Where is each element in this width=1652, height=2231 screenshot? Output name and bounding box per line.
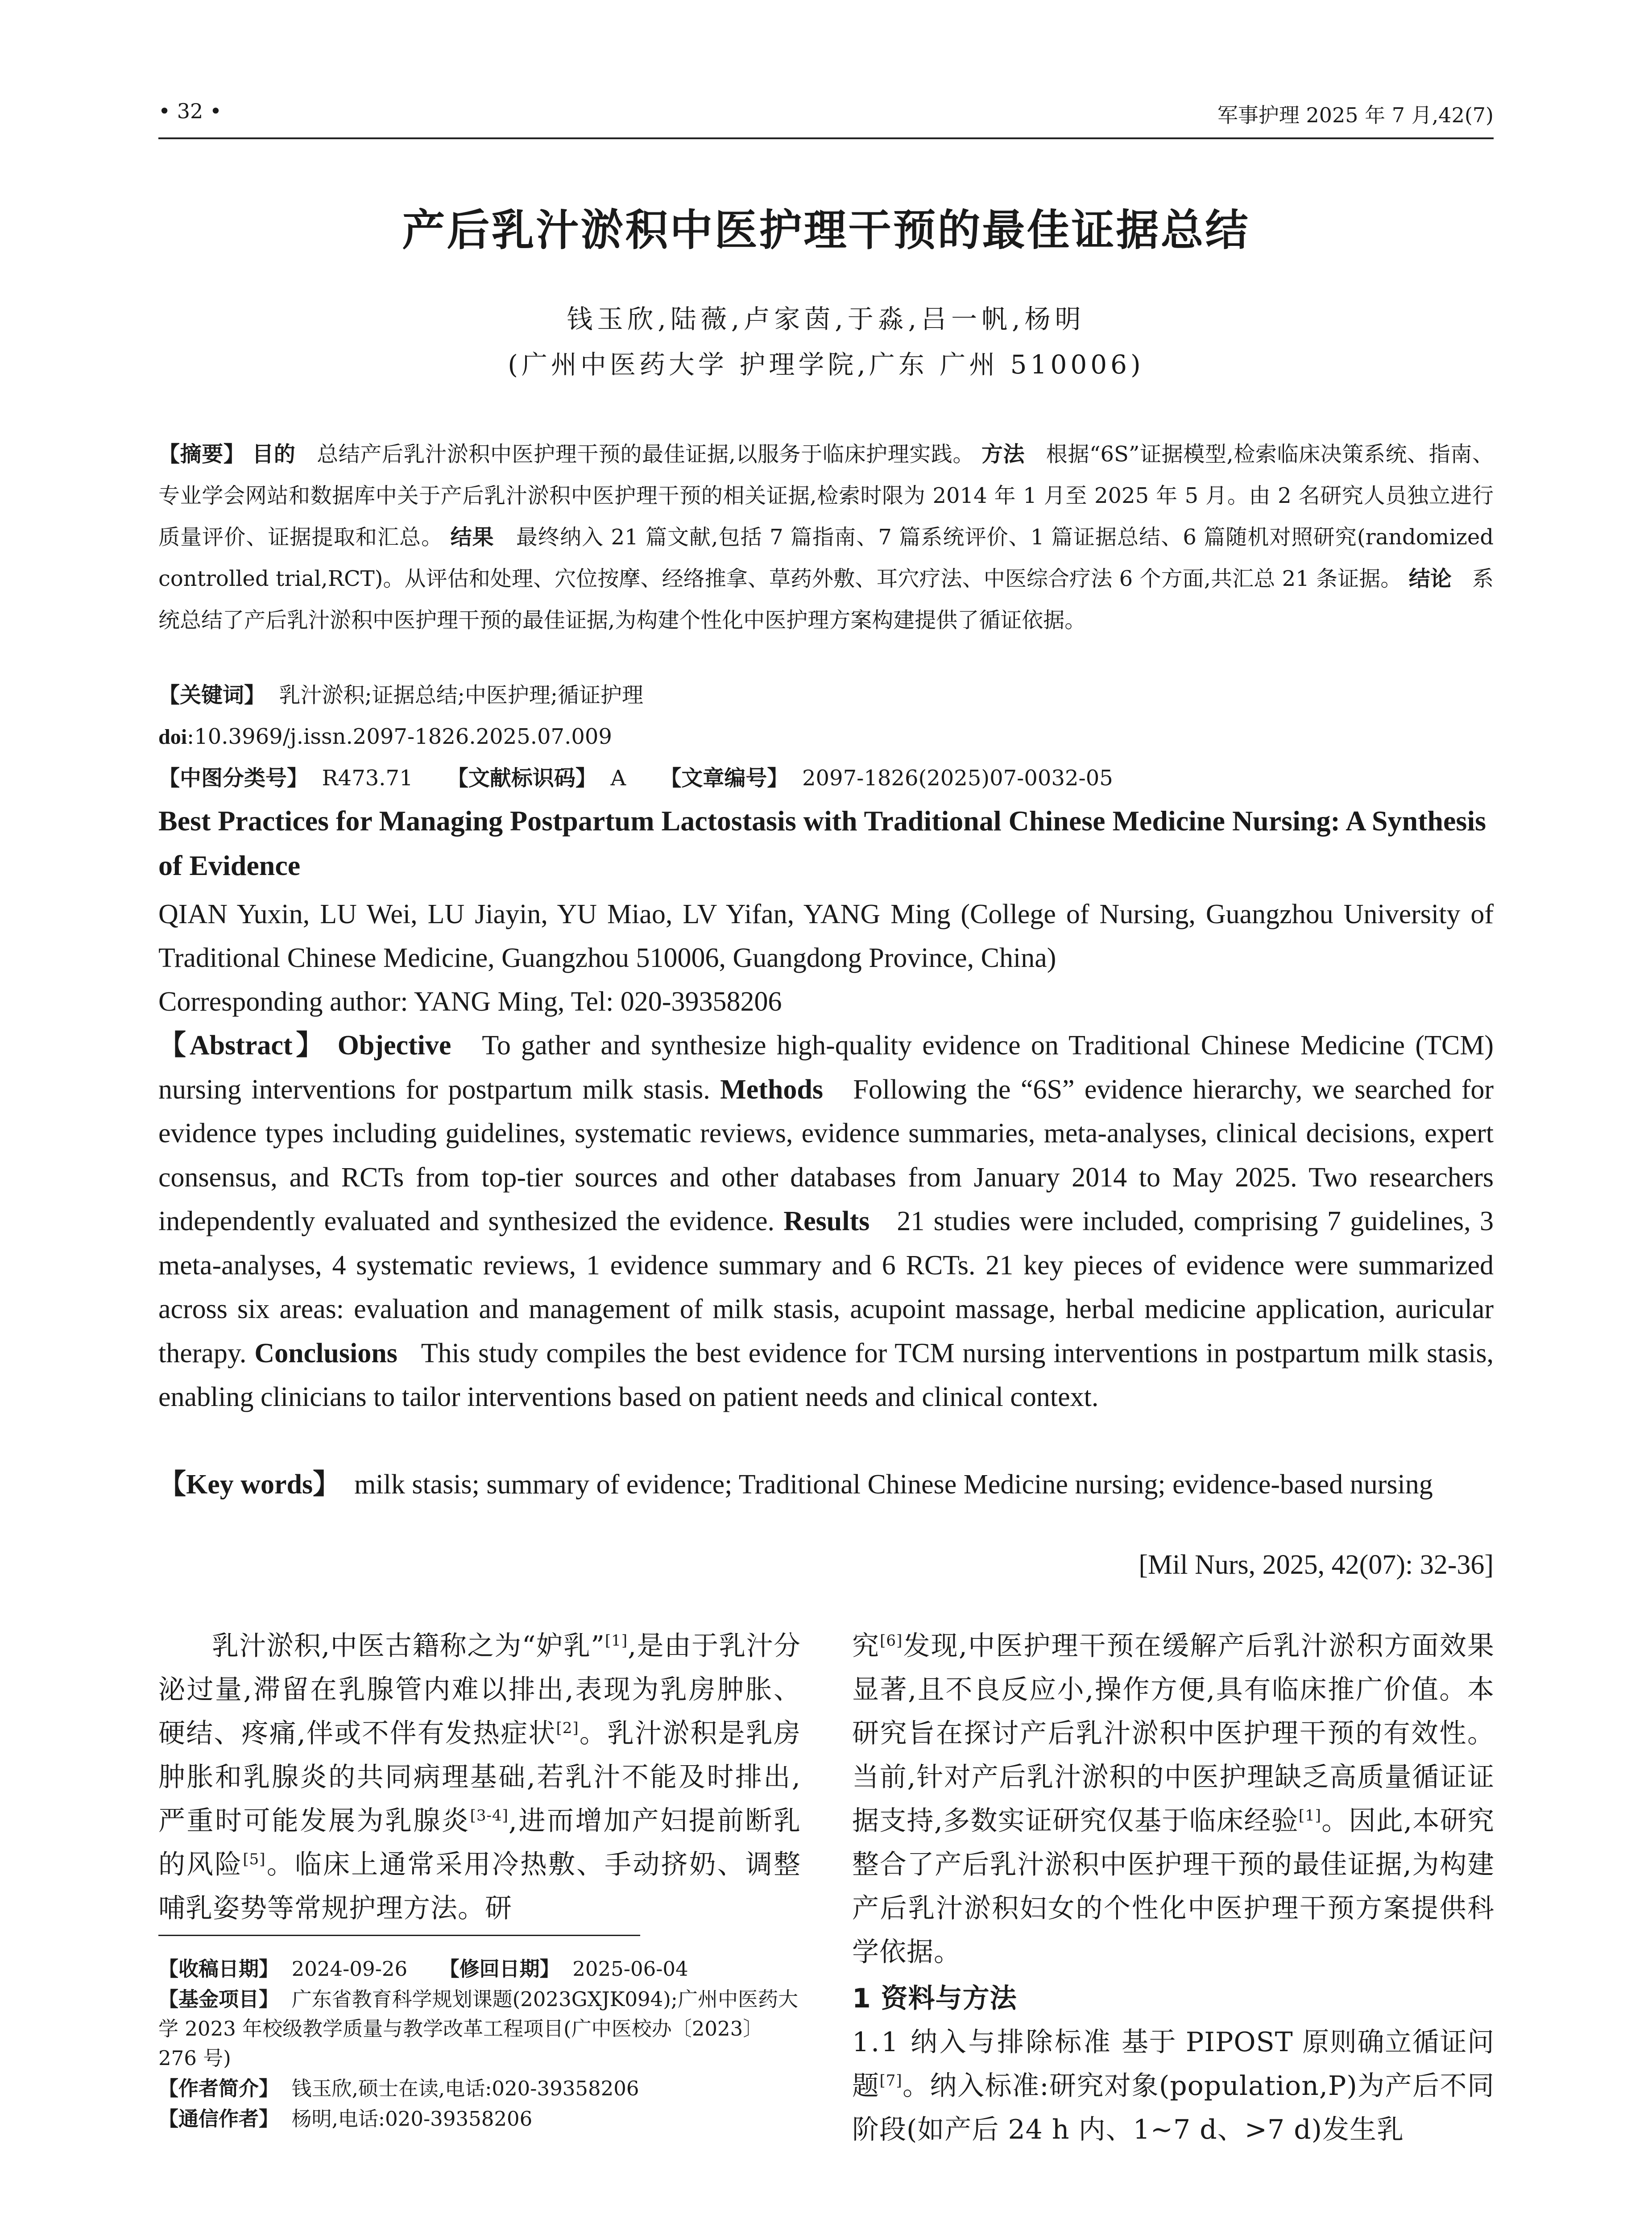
methods-en-label: Methods	[720, 1074, 823, 1105]
subsection-1-1	[852, 2020, 1495, 2152]
reference-marker: [5]	[243, 1850, 266, 1868]
cont-text-b: 发现,中医护理干预在缓解产后乳汁淤积方面效果显著,且不良反应小,操作方便,具有临床推广价值。本研究旨在探讨产后乳汁淤积中医护理干预的有效性。当前,针对产后乳汁淤积的中医护理缺乏高质量循证证据支持,多数实证研究仅基于临床经验	[852, 1630, 1495, 1837]
reference-marker: [2]	[556, 1719, 579, 1737]
footnote-fund	[158, 1985, 801, 2073]
reference-marker: [3-4]	[470, 1807, 509, 1825]
intro-text-d: ,进而增加产妇提前断乳的风险	[158, 1805, 801, 1880]
doi-line	[158, 716, 1494, 758]
section-heading: 1 资料与方法	[852, 1983, 1017, 2014]
article-number-label: 【文章编号】	[660, 766, 789, 791]
classification-line	[158, 758, 1494, 799]
reference-marker: [1]	[1298, 1807, 1321, 1825]
conclusion-text: 系统总结了产后乳汁淤积中医护理干预的最佳证据,为构建个性化中医护理方案构建提供了循证依据。	[158, 566, 1494, 633]
reference-marker: [6]	[880, 1632, 903, 1650]
fund-text: 广东省教育科学规划课题(2023GXJK094);广州中医药大学 2023 年校级教学质量与教学改革工程项目(广中医校办〔2023〕276 号)	[158, 1987, 798, 2070]
keywords-cn	[158, 675, 1494, 716]
footnote-rule	[158, 1935, 640, 1936]
cont-text-a: 究	[852, 1630, 880, 1662]
paper-title: 产后乳汁淤积中医护理干预的最佳证据总结	[402, 205, 1250, 255]
conclusion-label: 结论	[1408, 566, 1452, 591]
doc-code-label: 【文献标识码】	[447, 766, 597, 791]
page-number: • 32 •	[158, 99, 222, 123]
journal-header: 军事护理 2025 年 7 月,42(7)	[1217, 103, 1494, 127]
keywords-label: 【关键词】	[158, 683, 266, 708]
intro-continued	[852, 1624, 1495, 1974]
clc-label: 【中图分类号】	[158, 766, 309, 791]
keywords-en	[158, 1463, 1494, 1506]
body-column-left	[158, 1624, 801, 1930]
methods-text: 根据“6S”证据模型,检索临床决策系统、指南、专业学会网站和数据库中关于产后乳汁淤积中医护理干预的相关证据,检索时限为 2014 年 1 月至 2025 年 5 月。由 2 名研究人员独立进行质量评价、证据提取和汇总。	[158, 442, 1494, 550]
objective-text: 总结产后乳汁淤积中医护理干预的最佳证据,以服务于临床护理实践。	[317, 442, 975, 467]
footnote-corresponding	[158, 2104, 801, 2134]
body-column-right	[852, 1624, 1495, 2152]
intro-text-c: 。乳汁淤积是乳房肿胀和乳腺炎的共同病理基础,若乳汁不能及时排出,严重时可能发展为乳腺炎	[158, 1718, 801, 1837]
conclusions-en-text: This study compiles the best evidence for TCM nursing interventions in postpartum milk stasis, enabling clinicians to tailor interventions based on patient needs and clinical context.	[158, 1338, 1494, 1412]
results-label: 结果	[450, 525, 494, 550]
keywords-en-text: milk stasis; summary of evidence; Traditional Chinese Medicine nursing; evidence-based nursing	[354, 1469, 1433, 1500]
cont-text-c: 。因此,本研究整合了产后乳汁淤积中医护理干预的最佳证据,为构建产后乳汁淤积妇女的个性化中医护理干预方案提供科学依据。	[852, 1805, 1495, 1968]
doc-code-value: A	[610, 766, 626, 791]
objective-label: 目的	[252, 442, 296, 467]
english-title: Best Practices for Managing Postpartum Lactostasis with Traditional Chinese Medicine Nursing: A Synthesis of Evidence	[158, 805, 1486, 881]
results-en-label: Results	[783, 1206, 870, 1236]
intro-paragraph	[158, 1624, 801, 1930]
footnote-author	[158, 2074, 801, 2103]
objective-en-text: To gather and synthesize high-quality evidence on Traditional Chinese Medicine (TCM) nursing interventions for postpartum milk stasis.	[158, 1030, 1494, 1105]
author-bio-text: 钱玉欣,硕士在读,电话:020-39358206	[291, 2077, 639, 2100]
doi-value: :10.3969/j.issn.2097-1826.2025.07.009	[187, 724, 612, 749]
revised-label: 【修回日期】	[439, 1957, 560, 1981]
footnote-dates	[158, 1954, 801, 1984]
author-list: 钱玉欣,陆薇,卢家茵,于淼,吕一帆,杨明	[567, 304, 1085, 334]
conclusions-en-label: Conclusions	[254, 1338, 397, 1368]
subsection-text-b: 。纳入标准:研究对象(population,P)为产后不同阶段(如产后 24 h 内、1~7 d、>7 d)发生乳	[852, 2070, 1495, 2145]
clc-value: R473.71	[322, 766, 413, 791]
corr-label: 【通信作者】	[158, 2107, 279, 2131]
objective-en-label: Objective	[337, 1030, 451, 1061]
abstract-en	[158, 1024, 1494, 1419]
abstract-label: 【摘要】	[158, 442, 245, 467]
intro-text-b: ,是由于乳汁分泌过量,滞留在乳腺管内难以排出,表现为乳房肿胀、硬结、疼痛,伴或不伴有发热症状	[158, 1630, 801, 1749]
author-bio-label: 【作者简介】	[158, 2077, 279, 2100]
abstract-en-label: 【Abstract】	[158, 1030, 327, 1061]
doi-label: doi	[158, 725, 187, 749]
intro-text-e: 。临床上通常采用冷热敷、手动挤奶、调整哺乳姿势等常规护理方法。研	[158, 1849, 801, 1924]
fund-label: 【基金项目】	[158, 1987, 279, 2011]
keywords-en-label: 【Key words】	[158, 1469, 341, 1500]
received-date: 2024-09-26	[291, 1957, 408, 1981]
results-text: 最终纳入 21 篇文献,包括 7 篇指南、7 篇系统评价、1 篇证据总结、6 篇随机对照研究(randomized controlled trial,RCT)。从评估和处理、穴位按摩、经络推拿、草药外敷、耳穴疗法、中医综合疗法 6 个方面,共汇总 21 条证据。	[158, 525, 1494, 591]
header-rule	[158, 137, 1494, 139]
citation: [Mil Nurs, 2025, 42(07): 32-36]	[1139, 1550, 1494, 1580]
subsection-text-a: 基于 PIPOST 原则确立循证问题	[852, 2027, 1495, 2102]
revised-date: 2025-06-04	[572, 1957, 688, 1981]
english-authors: QIAN Yuxin, LU Wei, LU Jiayin, YU Miao, LV Yifan, YANG Ming (College of Nursing, Guangzhou University of Traditional Chinese Medicine, Guangzhou 510006, Guangdong Province, China)	[158, 899, 1494, 973]
corresponding-author: Corresponding author: YANG Ming, Tel: 020-39358206	[158, 987, 782, 1017]
article-number-value: 2097-1826(2025)07-0032-05	[802, 766, 1113, 791]
abstract-cn	[158, 434, 1494, 641]
corr-text: 杨明,电话:020-39358206	[291, 2107, 533, 2131]
keywords-text: 乳汁淤积;证据总结;中医护理;循证护理	[279, 683, 644, 708]
footnotes	[158, 1954, 801, 2135]
affiliation: (广州中医药大学 护理学院,广东 广州 510006)	[508, 349, 1144, 380]
subsection-heading: 1.1 纳入与排除标准	[852, 2027, 1113, 2058]
reference-marker: [1]	[604, 1632, 628, 1650]
received-label: 【收稿日期】	[158, 1957, 279, 1981]
reference-marker: [7]	[879, 2072, 903, 2090]
results-en-text: 21 studies were included, comprising 7 guidelines, 3 meta-analyses, 4 systematic reviews, 1 evidence summary and 6 RCTs. 21 key pieces of evidence were summarized across six areas: evaluation and management of milk stasis, acupoint massage, herbal medicine application, auricular therapy.	[158, 1206, 1494, 1368]
methods-label: 方法	[981, 442, 1025, 467]
intro-text-a: 乳汁淤积,中医古籍称之为“妒乳”	[212, 1630, 605, 1662]
methods-en-text: Following the “6S” evidence hierarchy, we searched for evidence types including guidelines, systematic reviews, evidence summaries, meta-analyses, clinical decisions, expert consensus, and RCTs from top-tier sources and other databases from January 2014 to May 2025. Two researchers independently evaluated and synthesized the evidence.	[158, 1074, 1494, 1236]
